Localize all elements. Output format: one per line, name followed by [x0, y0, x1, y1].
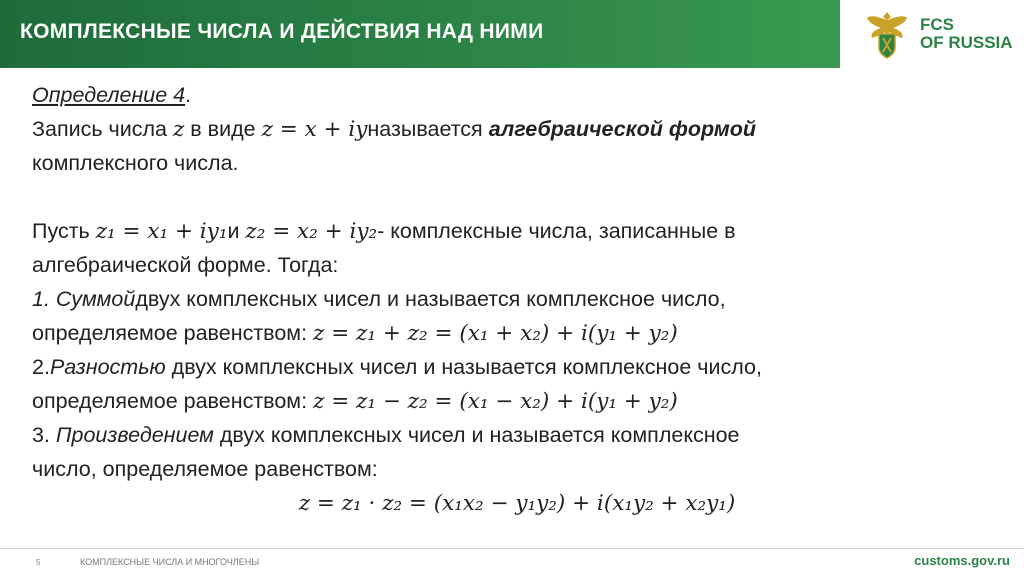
diff-line: [32, 350, 1002, 384]
diff-term: Разностью: [49, 355, 166, 379]
logo-text: [920, 16, 1013, 52]
emblem-icon: [864, 8, 910, 62]
definition-dot: .: [185, 83, 192, 107]
logo-line-2: OF RUSSIA: [920, 33, 1013, 52]
let-and: и: [227, 219, 246, 243]
def-text-4: комплексного числа.: [32, 151, 239, 175]
slide-title: КОМПЛЕКСНЫЕ ЧИСЛА И ДЕЙСТВИЯ НАД НИМИ: [20, 20, 544, 43]
definition-label: Определение 4: [32, 83, 186, 107]
prod-text-2: число, определяемое равенством:: [32, 457, 378, 481]
slide-header: [0, 0, 840, 68]
prod-number: 3.: [32, 423, 56, 447]
slide-content: [32, 78, 1002, 520]
let-text-3: алгебраической форме. Тогда:: [32, 253, 339, 277]
prod-text: двух комплексных чисел и называется комплексное: [213, 423, 740, 447]
sum-formula: z = z₁ + z₂ = (x₁ + x₂) + i(y₁ + y₂): [313, 321, 678, 346]
sum-text-2: определяемое равенством:: [32, 321, 314, 345]
sum-text: двух комплексных чисел и называется комплексное число,: [135, 287, 726, 311]
diff-text: двух комплексных чисел и называется комплексное число,: [165, 355, 762, 379]
prod-term: Произведением: [55, 423, 214, 447]
def-formula: z = x + iy: [261, 117, 368, 142]
let-line: [32, 214, 1002, 248]
sum-number: 1.: [32, 287, 56, 311]
footer-divider: [0, 548, 1024, 549]
spacer: [32, 180, 1002, 214]
def-text-1: Запись числа: [32, 117, 173, 141]
def-text-2: в виде: [184, 117, 262, 141]
diff-formula: z = z₁ − z₂ = (x₁ − x₂) + i(y₁ + y₂): [313, 389, 678, 414]
prod-formula-line: [32, 486, 1002, 520]
diff-text-2: определяемое равенством:: [32, 389, 314, 413]
sum-formula-line: [32, 316, 1002, 350]
sum-line: [32, 282, 1002, 316]
prod-line: [32, 418, 1002, 452]
prod-formula: z = z₁ · z₂ = (x₁x₂ − y₁y₂) + i(x₁y₂ + x₂y₁): [298, 491, 736, 516]
definition-heading: [32, 78, 1002, 112]
footer-title: КОМПЛЕКСНЫЕ ЧИСЛА И МНОГОЧЛЕНЫ: [80, 557, 260, 567]
diff-number: 2.: [32, 355, 50, 379]
def-bold-term: алгебраической формой: [488, 117, 756, 141]
definition-line: [32, 112, 1002, 146]
footer-website: customs.gov.ru: [914, 553, 1010, 568]
let-text-1: Пусть: [32, 219, 96, 243]
let-z2-formula: z₂ = x₂ + iy₂: [245, 219, 378, 244]
def-variable: z: [172, 117, 185, 142]
diff-formula-line: [32, 384, 1002, 418]
logo-line-1: FCS: [920, 15, 954, 34]
logo-area: [840, 0, 1024, 68]
let-text-2: - комплексные числа, записанные в: [377, 219, 736, 243]
sum-term: Суммой: [55, 287, 136, 311]
def-text-3: называется: [367, 117, 489, 141]
page-number: 5: [36, 558, 41, 567]
let-z1-formula: z₁ = x₁ + iy₁: [95, 219, 228, 244]
